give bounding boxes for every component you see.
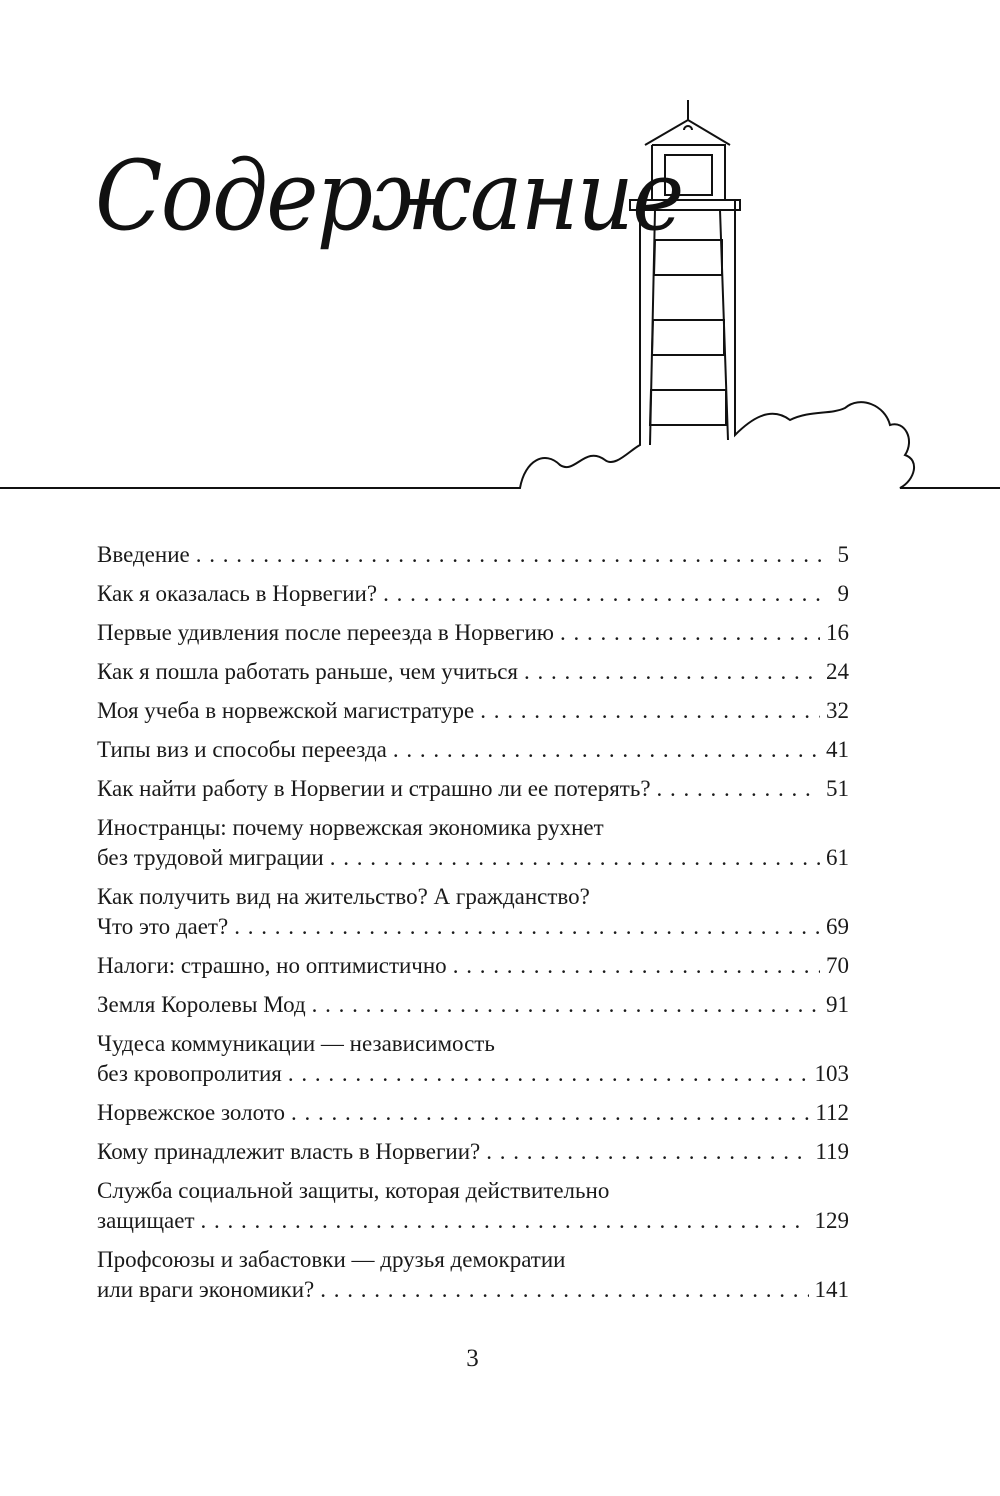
toc-entry-line [97, 813, 849, 843]
toc-entry[interactable] [97, 774, 849, 804]
page-number: 3 [466, 1345, 479, 1372]
toc-page-number: 9 [837, 581, 849, 606]
toc-entry[interactable] [97, 735, 849, 765]
toc-entry-title: Типы виз и способы переезда [97, 737, 387, 762]
page-title: Содержание [95, 140, 683, 252]
toc-entry-title: Как получить вид на жительство? А гражданство? [97, 884, 590, 909]
toc-entry-line [97, 1206, 849, 1236]
toc-entry[interactable] [97, 696, 849, 726]
lighthouse-illustration [0, 90, 1000, 500]
toc-page-number: 70 [826, 953, 849, 978]
toc-entry-title: без кровопролития [97, 1061, 282, 1086]
toc-entry[interactable] [97, 951, 849, 981]
toc-page-number: 112 [815, 1100, 849, 1125]
toc-entry-title: Что это дает? [97, 914, 229, 939]
dot-leader [393, 735, 820, 765]
dot-leader [320, 1275, 808, 1305]
toc-entry[interactable] [97, 990, 849, 1020]
toc-entry-line [97, 1029, 849, 1059]
dot-leader [196, 540, 829, 570]
toc-page-number: 51 [826, 776, 849, 801]
toc-entry[interactable] [97, 540, 849, 570]
toc-page-number: 24 [826, 659, 849, 684]
toc-entry[interactable] [97, 579, 849, 609]
toc-entry[interactable] [97, 1245, 849, 1305]
toc-page-number: 91 [826, 992, 849, 1017]
toc-entry-line [97, 1137, 849, 1167]
dot-leader [312, 990, 820, 1020]
dot-leader [291, 1098, 809, 1128]
toc-entry-title: Налоги: страшно, но оптимистично [97, 953, 447, 978]
table-of-contents [97, 540, 849, 1314]
horizon-line [0, 200, 1000, 488]
dot-leader [201, 1206, 809, 1236]
toc-entry-title: Норвежское золото [97, 1100, 286, 1125]
toc-page-number: 16 [826, 620, 849, 645]
toc-entry[interactable] [97, 1137, 849, 1167]
dot-leader [486, 1137, 809, 1167]
toc-entry-line [97, 912, 849, 942]
lighthouse-tower [630, 100, 740, 445]
dot-leader [383, 579, 829, 609]
toc-entry-title: Служба социальной защиты, которая действительно [97, 1178, 610, 1203]
toc-entry-line [97, 579, 849, 609]
dot-leader [330, 843, 820, 873]
toc-entry-line [97, 696, 849, 726]
toc-entry-line [97, 843, 849, 873]
dot-leader [524, 657, 820, 687]
dot-leader [480, 696, 820, 726]
toc-entry-line [97, 1176, 849, 1206]
toc-page-number: 41 [826, 737, 849, 762]
toc-entry-title: защищает [97, 1208, 195, 1233]
toc-page-number: 119 [815, 1139, 849, 1164]
toc-entry-line [97, 1059, 849, 1089]
toc-entry-line [97, 1245, 849, 1275]
toc-entry[interactable] [97, 882, 849, 942]
toc-entry-line [97, 990, 849, 1020]
toc-entry-title: Профсоюзы и забастовки — друзья демократии [97, 1247, 566, 1272]
toc-entry-title: Чудеса коммуникации — независимость [97, 1031, 495, 1056]
toc-entry-title: Первые удивления после переезда в Норвегию [97, 620, 554, 645]
toc-entry-line [97, 1098, 849, 1128]
toc-entry[interactable] [97, 813, 849, 873]
toc-entry-line [97, 882, 849, 912]
dot-leader [234, 912, 820, 942]
toc-entry-line [97, 618, 849, 648]
toc-entry-title: Как я оказалась в Норвегии? [97, 581, 378, 606]
toc-entry-line [97, 735, 849, 765]
toc-page-number: 69 [826, 914, 849, 939]
toc-entry-title: Земля Королевы Мод [97, 992, 306, 1017]
toc-entry-line [97, 951, 849, 981]
toc-entry[interactable] [97, 1098, 849, 1128]
toc-page-number: 103 [814, 1061, 849, 1086]
toc-entry-line [97, 540, 849, 570]
dot-leader [657, 774, 820, 804]
toc-entry-line [97, 774, 849, 804]
toc-entry-title: или враги экономики? [97, 1277, 315, 1302]
toc-entry-line [97, 657, 849, 687]
dot-leader [453, 951, 820, 981]
toc-entry-title: Как я пошла работать раньше, чем учиться [97, 659, 519, 684]
toc-page-number: 129 [814, 1208, 849, 1233]
toc-page-number: 61 [826, 845, 849, 870]
toc-entry-line [97, 1275, 849, 1305]
dot-leader [560, 618, 820, 648]
toc-page-number: 32 [826, 698, 849, 723]
toc-entry-title: Кому принадлежит власть в Норвегии? [97, 1139, 481, 1164]
toc-entry[interactable] [97, 1029, 849, 1089]
dot-leader [288, 1059, 809, 1089]
toc-entry-title: Как найти работу в Норвегии и страшно ли ее потерять? [97, 776, 651, 801]
toc-entry[interactable] [97, 618, 849, 648]
toc-entry-title: Введение [97, 542, 190, 567]
toc-page-number: 5 [837, 542, 849, 567]
toc-page-number: 141 [814, 1277, 849, 1302]
lighthouse-stripes [650, 240, 726, 425]
toc-entry[interactable] [97, 657, 849, 687]
toc-entry[interactable] [97, 1176, 849, 1236]
toc-entry-title: Иностранцы: почему норвежская экономика рухнет [97, 815, 604, 840]
toc-entry-title: Моя учеба в норвежской магистратуре [97, 698, 475, 723]
toc-entry-title: без трудовой миграции [97, 845, 324, 870]
